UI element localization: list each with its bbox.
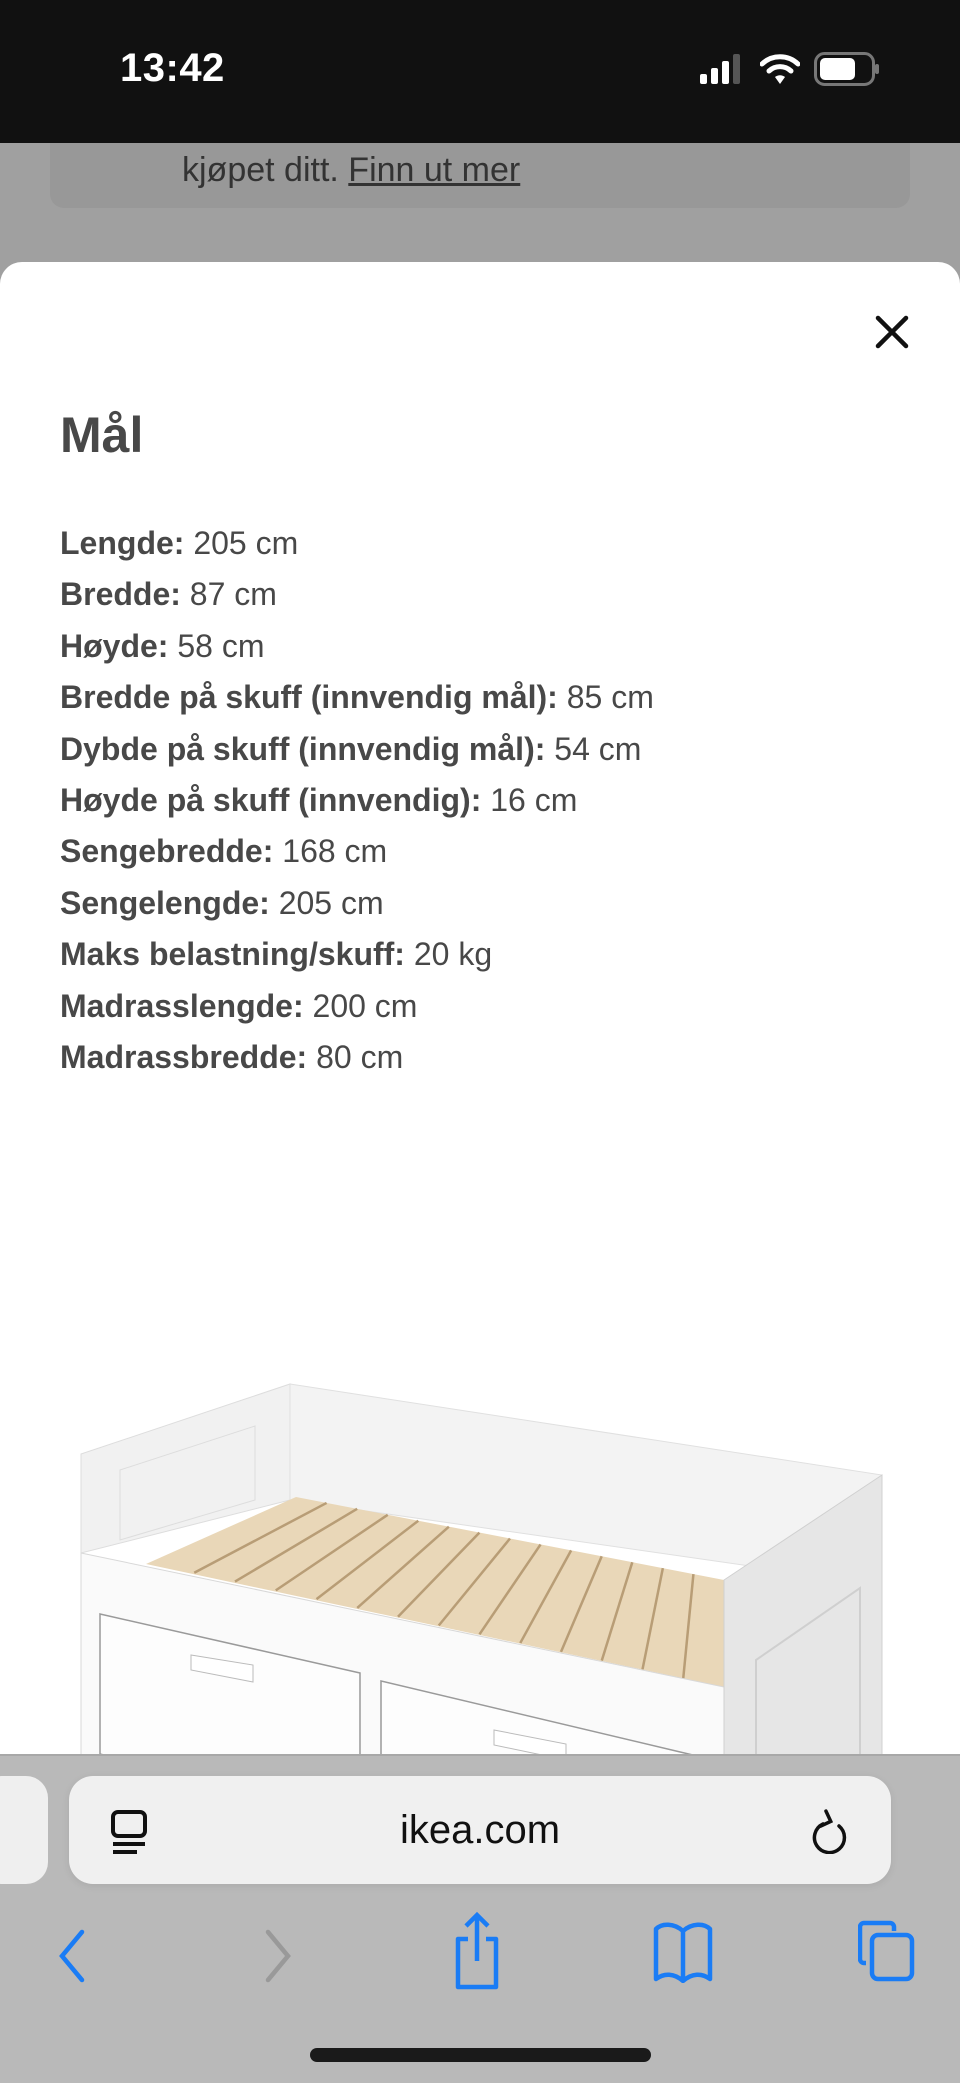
spec-label: Høyde på skuff (innvendig): (60, 782, 482, 819)
spec-label: Dybde på skuff (innvendig mål): (60, 730, 546, 767)
forward-icon[interactable] (258, 1926, 298, 1986)
spec-item (60, 724, 654, 775)
battery-icon (814, 52, 880, 86)
previous-tab-preview[interactable] (0, 1776, 48, 1884)
spec-value: 200 cm (312, 987, 418, 1024)
spec-value: 168 cm (282, 833, 388, 870)
spec-label: Sengelengde: (60, 884, 270, 921)
spec-item (60, 518, 654, 569)
spec-label: Lengde: (60, 525, 185, 561)
status-bar (0, 0, 960, 143)
spec-item (60, 1032, 654, 1083)
modal-title: Mål (60, 407, 144, 463)
spec-list (60, 518, 654, 1083)
spec-value: 20 kg (413, 936, 493, 973)
reload-icon[interactable] (809, 1808, 853, 1854)
background-text: kjøpet ditt. (182, 151, 339, 189)
spec-item (60, 621, 654, 672)
spec-item (60, 775, 654, 826)
home-indicator[interactable] (310, 2048, 651, 2062)
spec-value: 85 cm (566, 679, 654, 716)
signal-icon (700, 54, 746, 84)
spec-value: 205 cm (278, 884, 384, 921)
spec-value: 87 cm (189, 576, 277, 613)
spec-item (60, 672, 654, 723)
spec-item (60, 826, 654, 877)
spec-label: Høyde: (60, 627, 169, 664)
dimensions-modal (0, 262, 960, 1762)
wifi-icon (760, 54, 800, 84)
back-icon[interactable] (52, 1926, 92, 1986)
spec-label: Bredde på skuff (innvendig mål): (60, 679, 558, 716)
find-out-more-link[interactable]: Finn ut mer (348, 151, 521, 189)
background-info-text (182, 150, 520, 190)
spec-label: Maks belastning/skuff: (60, 936, 405, 973)
spec-item (60, 929, 654, 980)
spec-value: 16 cm (490, 782, 578, 819)
spec-value: 80 cm (316, 1039, 404, 1076)
browser-toolbar (0, 1754, 960, 2083)
share-icon[interactable] (452, 1911, 502, 1991)
spec-value: 205 cm (193, 525, 299, 561)
spec-label: Sengebredde: (60, 833, 274, 870)
product-image-daybed (60, 1360, 900, 1760)
spec-item (60, 569, 654, 620)
bookmarks-icon[interactable] (652, 1921, 714, 1983)
address-bar[interactable] (69, 1776, 891, 1884)
status-time: 13:42 (120, 46, 225, 90)
spec-label: Madrasslengde: (60, 987, 304, 1024)
spec-label: Bredde: (60, 576, 181, 613)
tabs-icon[interactable] (858, 1919, 916, 1983)
spec-value: 54 cm (554, 730, 642, 767)
close-icon[interactable] (870, 310, 914, 354)
spec-item (60, 878, 654, 929)
spec-value: 58 cm (177, 627, 265, 664)
url-text: ikea.com (399, 1808, 561, 1852)
spec-label: Madrassbredde: (60, 1039, 308, 1076)
spec-item (60, 981, 654, 1032)
